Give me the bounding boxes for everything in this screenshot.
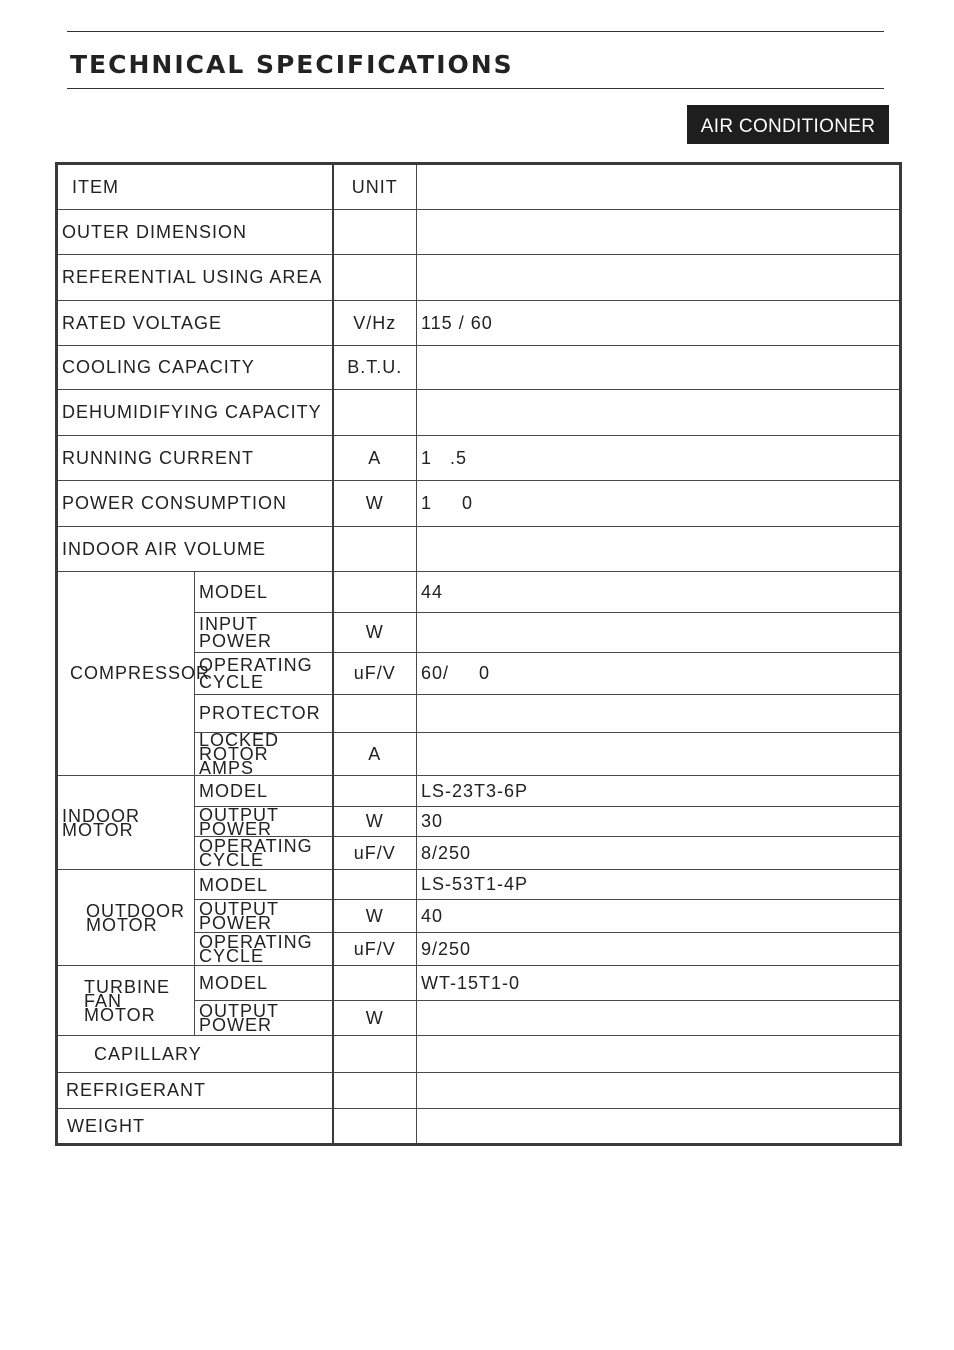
table-row	[57, 1073, 901, 1109]
row-item: INDOOR AIR VOLUME	[57, 527, 333, 572]
header-unit: UNIT	[333, 164, 417, 210]
row-value	[417, 695, 901, 733]
row-value	[417, 1001, 901, 1036]
row-item: MODEL	[195, 572, 333, 613]
row-unit: W	[333, 1001, 417, 1036]
row-unit: W	[333, 481, 417, 527]
row-unit: B.T.U.	[333, 346, 417, 390]
row-item: WEIGHT	[57, 1109, 333, 1145]
table-row	[57, 436, 901, 481]
row-value: 115 / 60	[417, 301, 901, 346]
row-unit	[333, 870, 417, 900]
row-value: LS-53T1-4P	[417, 870, 901, 900]
row-value: 44	[417, 572, 901, 613]
row-value	[417, 613, 901, 653]
outdoor-motor-group-label: OUTDOOR MOTOR	[57, 870, 195, 966]
row-unit: A	[333, 436, 417, 481]
row-value: WT-15T1-0	[417, 966, 901, 1001]
row-value: 9/250	[417, 933, 901, 966]
row-unit: uF/V	[333, 933, 417, 966]
product-tag: AIR CONDITIONER	[687, 105, 889, 144]
row-unit	[333, 572, 417, 613]
row-item: MODEL	[195, 966, 333, 1001]
row-item: CAPILLARY	[57, 1036, 333, 1073]
row-unit	[333, 1073, 417, 1109]
row-value: LS-23T3-6P	[417, 776, 901, 807]
row-value	[417, 527, 901, 572]
top-rule	[67, 31, 884, 32]
row-item: REFRIGERANT	[57, 1073, 333, 1109]
header-item: ITEM	[57, 164, 333, 210]
row-value: 30	[417, 807, 901, 837]
table-row	[57, 1036, 901, 1073]
table-row	[57, 390, 901, 436]
row-unit	[333, 776, 417, 807]
table-row	[57, 527, 901, 572]
row-item: OPERATING CYCLE	[195, 933, 333, 966]
header-value	[417, 164, 901, 210]
row-unit: W	[333, 613, 417, 653]
table-row	[57, 210, 901, 255]
table-row	[57, 301, 901, 346]
turbine-fan-motor-group-label: TURBINE FAN MOTOR	[57, 966, 195, 1036]
row-item: MODEL	[195, 776, 333, 807]
row-unit	[333, 1036, 417, 1073]
row-value	[417, 390, 901, 436]
row-value	[417, 1073, 901, 1109]
row-unit	[333, 1109, 417, 1145]
table-header-row	[57, 164, 901, 210]
row-item: OUTPUT POWER	[195, 807, 333, 837]
row-item: REFERENTIAL USING AREA	[57, 255, 333, 301]
row-value: 1 .5	[417, 436, 901, 481]
table-row	[57, 1109, 901, 1145]
page-title: TECHNICAL SPECIFICATIONS	[70, 50, 514, 79]
row-item: POWER CONSUMPTION	[57, 481, 333, 527]
row-item: OUTPUT POWER	[195, 900, 333, 933]
outdoor-motor-row	[57, 870, 901, 900]
table-row	[57, 481, 901, 527]
row-unit	[333, 695, 417, 733]
row-value	[417, 733, 901, 776]
row-value	[417, 1109, 901, 1145]
row-item: COOLING CAPACITY	[57, 346, 333, 390]
row-value: 1 0	[417, 481, 901, 527]
row-unit: A	[333, 733, 417, 776]
row-value	[417, 1036, 901, 1073]
row-unit: uF/V	[333, 653, 417, 695]
row-unit	[333, 255, 417, 301]
row-unit: uF/V	[333, 837, 417, 870]
row-item: OUTER DIMENSION	[57, 210, 333, 255]
compressor-row	[57, 572, 901, 613]
row-item: DEHUMIDIFYING CAPACITY	[57, 390, 333, 436]
row-item: MODEL	[195, 870, 333, 900]
row-value	[417, 210, 901, 255]
indoor-motor-row	[57, 776, 901, 807]
row-item: PROTECTOR	[195, 695, 333, 733]
row-unit	[333, 527, 417, 572]
row-unit	[333, 210, 417, 255]
row-item: OPERATING CYCLE	[195, 653, 333, 695]
row-item: INPUT POWER	[195, 613, 333, 653]
title-underline	[67, 88, 884, 89]
row-item: RUNNING CURRENT	[57, 436, 333, 481]
row-value: 60/ 0	[417, 653, 901, 695]
row-item: OPERATING CYCLE	[195, 837, 333, 870]
row-unit	[333, 390, 417, 436]
row-unit	[333, 966, 417, 1001]
row-item: OUTPUT POWER	[195, 1001, 333, 1036]
row-value: 40	[417, 900, 901, 933]
row-value: 8/250	[417, 837, 901, 870]
indoor-motor-group-label: INDOOR MOTOR	[57, 776, 195, 870]
row-unit: W	[333, 807, 417, 837]
row-value	[417, 346, 901, 390]
row-value	[417, 255, 901, 301]
turbine-fan-motor-row	[57, 966, 901, 1001]
row-item: RATED VOLTAGE	[57, 301, 333, 346]
row-unit: V/Hz	[333, 301, 417, 346]
row-item: LOCKED ROTOR AMPS	[195, 733, 333, 776]
spec-table	[55, 162, 902, 1146]
table-row	[57, 255, 901, 301]
table-row	[57, 346, 901, 390]
row-unit: W	[333, 900, 417, 933]
compressor-group-label: COMPRESSOR	[57, 572, 195, 776]
